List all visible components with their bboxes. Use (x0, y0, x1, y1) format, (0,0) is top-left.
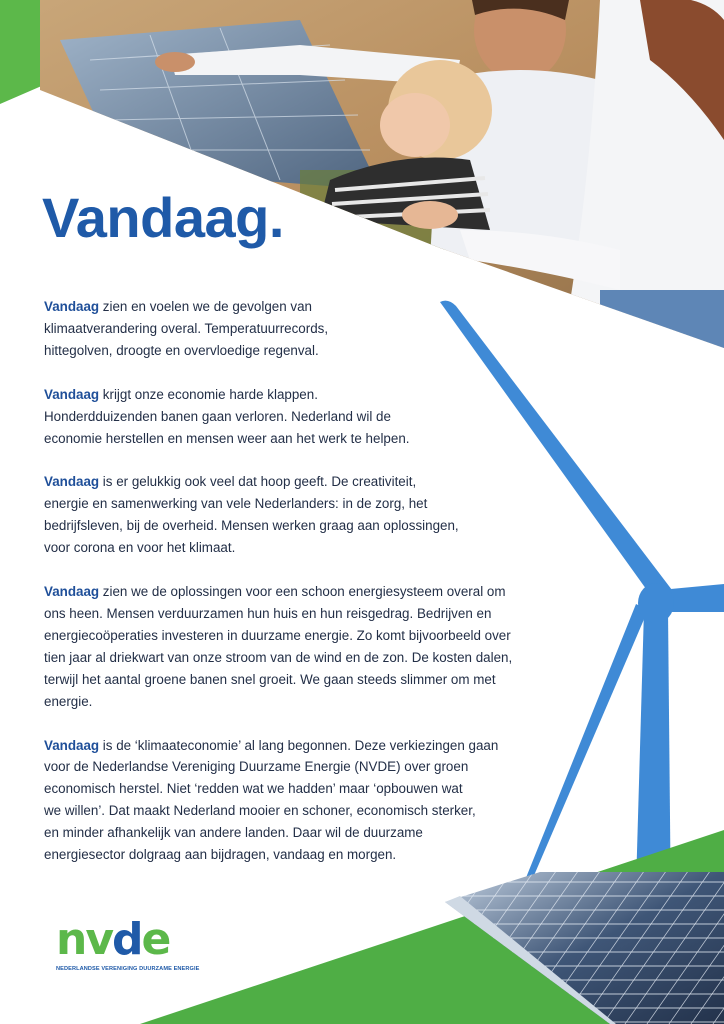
paragraph-lead: Vandaag (44, 584, 100, 600)
paragraph (44, 296, 564, 362)
paragraph-text: is de ‘klimaateconomie’ al lang begonnen. Deze verkiezingen gaan voor de Nederlandse Vereniging Duurzame Energie (NVDE) over groen economisch herstel. Niet ‘redden wat we hadden’ maar ‘opbouwen wat we willen’. Dat maakt Nederland mooier en schoner, economisch sterker, en minder afhankelijk van andere landen. Daar wil de duurzame energiesector dolgraag aan bijdragen, vandaag en morgen. (44, 737, 499, 863)
body-text (44, 296, 564, 888)
paragraph (44, 581, 564, 712)
paragraph-text: zien we de oplossingen voor een schoon energiesysteem overal om ons heen. Mensen verduurzamen hun huis en hun reisgedrag. Bedrijven en energiecoöperaties investeren in duurzame energie. Zo komt bijvoorbeeld over tien jaar al driekwart van onze stroom van de wind en de zon. De kosten dalen, terwijl het aantal groene banen snel groeit. We gaan steeds slimmer om met energie. (44, 584, 513, 709)
paragraph-text: is er gelukkig ook veel dat hoop geeft. De creativiteit, energie en samenwerking van vele Nederlanders: in de zorg, het bedrijfsleven, bij de overheid. Mensen werken graag aan oplossingen, voor corona en voor het klimaat. (44, 474, 459, 556)
paragraph-lead: Vandaag (44, 737, 100, 753)
paragraph (44, 384, 564, 450)
nvde-logo (56, 914, 200, 972)
paragraph-lead: Vandaag (44, 474, 100, 490)
nvde-logo-mark: nvde (56, 914, 170, 965)
paragraph (44, 471, 564, 559)
paragraph-text: krijgt onze economie harde klappen. Honderdduizenden banen gaan verloren. Nederland wil de economie herstellen en mensen weer aan het werk te helpen. (44, 386, 410, 446)
paragraph-lead: Vandaag (44, 299, 100, 314)
nvde-logo-subtitle: NEDERLANDSE VERENIGING DUURZAME ENERGIE (56, 966, 200, 972)
paragraph (44, 735, 564, 866)
paragraph-text: zien en voelen we de gevolgen van klimaatverandering overal. Temperatuurrecords, hittegolven, droogte en overvloedige regenval. (44, 299, 329, 358)
paragraph-lead: Vandaag (44, 386, 100, 402)
page-title: Vandaag. (42, 186, 284, 249)
